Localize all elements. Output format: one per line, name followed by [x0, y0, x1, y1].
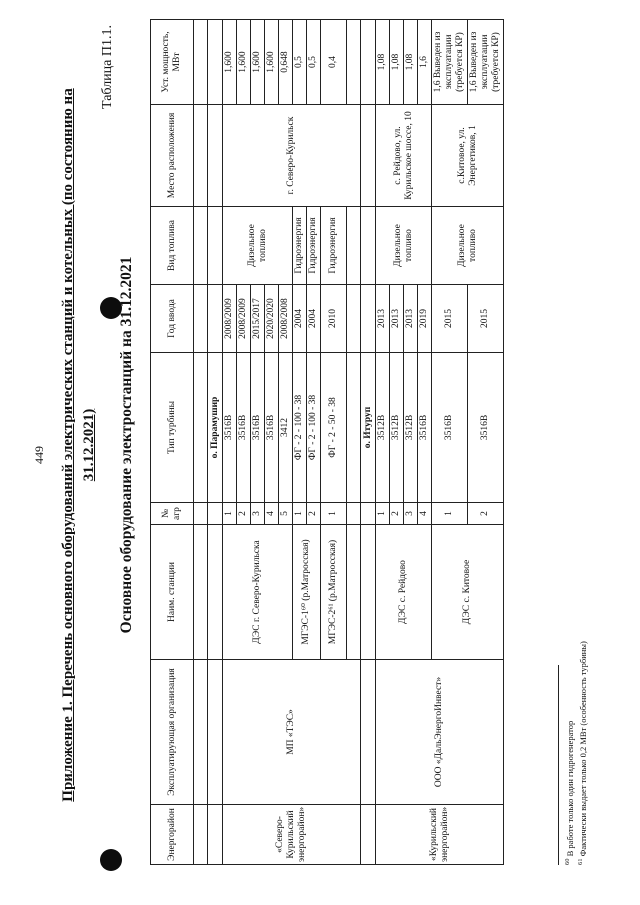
- turbine-type: 3516B: [432, 353, 468, 503]
- footnote-separator: [558, 665, 559, 865]
- commissioning-year: 2013: [376, 285, 390, 353]
- header-turbine: Тип турбины: [151, 353, 194, 503]
- section-title: Основное оборудование электростанций на 31.12.2021: [118, 256, 135, 634]
- capacity-value: 0,648: [279, 20, 293, 105]
- unit-no: 5: [279, 503, 293, 525]
- fuel-cell-hydro: Гидроэнергия: [321, 207, 347, 285]
- commissioning-year: 2008/2009: [223, 285, 237, 353]
- fuel-cell-diesel: Дизельное топливо: [376, 207, 432, 285]
- turbine-type: 3512B: [376, 353, 390, 503]
- header-operator: Эксплуатирующая организация: [151, 660, 194, 805]
- header-location: Место расположения: [151, 105, 194, 207]
- header-station: Наим. станции: [151, 525, 194, 660]
- table-row: [223, 20, 237, 865]
- capacity-value: 1,6 Выведен из эксплуатации (требуется КР): [432, 20, 468, 105]
- appendix-title-line-2: 31.12.2021): [81, 408, 97, 482]
- turbine-type: 3516B: [468, 353, 504, 503]
- turbine-type: 3512B: [390, 353, 404, 503]
- capacity-value: 0,5: [293, 20, 307, 105]
- capacity-value: 1,600: [223, 20, 237, 105]
- header-unit-no: № агр: [151, 503, 194, 525]
- station-cell-mges-2: МГЭС-2⁶¹ (р.Матросская): [321, 525, 347, 660]
- capacity-value: 1,600: [237, 20, 251, 105]
- unit-no: 2: [237, 503, 251, 525]
- fuel-cell-diesel: Дизельное топливо: [432, 207, 504, 285]
- header-year: Год ввода: [151, 285, 194, 353]
- turbine-type: 3516B: [265, 353, 279, 503]
- region-cell-kuril: «Курильский энергорайон»: [376, 805, 504, 865]
- commissioning-year: 2015: [468, 285, 504, 353]
- commissioning-year: 2015: [432, 285, 468, 353]
- commissioning-year: 2019: [418, 285, 432, 353]
- fuel-cell-diesel: Дизельное топливо: [223, 207, 293, 285]
- binder-hole-left: [100, 849, 122, 871]
- turbine-type: 3412: [279, 353, 293, 503]
- operator-cell-dalenergoinvest: ООО «ДальЭнергоИнвест»: [376, 660, 504, 805]
- commissioning-year: 2004: [293, 285, 307, 353]
- table-row: [376, 20, 390, 865]
- equipment-table: [150, 19, 504, 865]
- commissioning-year: 2015/2017: [251, 285, 265, 353]
- footnote-61-text: Фактически выдает только 0,2 МВт (особенность турбины): [577, 641, 588, 859]
- commissioning-year: 2013: [404, 285, 418, 353]
- commissioning-year: 2013: [390, 285, 404, 353]
- page-number: 449: [32, 446, 46, 464]
- header-region: Энергорайон: [151, 805, 194, 865]
- capacity-value: 1,08: [390, 20, 404, 105]
- location-cell-severo-kurilsk: г. Северо-Курильск: [223, 105, 361, 207]
- unit-no: 3: [251, 503, 265, 525]
- turbine-type: 3516B: [418, 353, 432, 503]
- footnote-60: [564, 721, 575, 865]
- table-reference: Таблица П1.1.: [100, 25, 115, 109]
- turbine-type: ФГ - 2 - 100 - 38: [307, 353, 321, 503]
- group-label-paramushir: о. Парамушир: [208, 353, 223, 503]
- operator-cell-mp-tes: МП «ТЭС»: [223, 660, 361, 805]
- commissioning-year: 2010: [321, 285, 347, 353]
- turbine-type: 3512B: [404, 353, 418, 503]
- header-fuel: Вид топлива: [151, 207, 194, 285]
- commissioning-year: 2004: [307, 285, 321, 353]
- unit-no: 1: [293, 503, 307, 525]
- appendix-title: [58, 45, 100, 845]
- capacity-value: 1,600: [265, 20, 279, 105]
- footnote-60-mark: 60: [564, 858, 571, 865]
- capacity-value: 1,6: [418, 20, 432, 105]
- unit-no: 1: [321, 503, 347, 525]
- fuel-cell-hydro: Гидроэнергия: [293, 207, 307, 285]
- unit-no: 1: [223, 503, 237, 525]
- commissioning-year: 2008/2009: [237, 285, 251, 353]
- unit-no: 4: [265, 503, 279, 525]
- capacity-value: 0,5: [307, 20, 321, 105]
- capacity-value: 1,600: [251, 20, 265, 105]
- fuel-cell-hydro: Гидроэнергия: [307, 207, 321, 285]
- capacity-value: 1,08: [404, 20, 418, 105]
- turbine-type: ФГ - 2 - 50 - 38: [321, 353, 347, 503]
- station-cell-mges-1: МГЭС-1⁶⁰ (р.Матросская): [293, 525, 321, 660]
- station-cell-des-severo-kurilsk: ДЭС г. Северо-Курильска: [223, 525, 293, 660]
- header-capacity: Уст. мощность, МВт: [151, 20, 194, 105]
- station-cell-des-reydovo: ДЭС с. Рейдово: [376, 525, 432, 660]
- capacity-value: 0,4: [321, 20, 347, 105]
- group-row-iturup: [361, 20, 376, 865]
- turbine-type: 3516B: [223, 353, 237, 503]
- unit-no: 2: [468, 503, 504, 525]
- region-cell-north-kuril: «Северо-Курильский энергорайон»: [223, 805, 361, 865]
- footnote-61: [577, 641, 588, 865]
- group-label-iturup: о. Итуруп: [361, 353, 376, 503]
- unit-no: 1: [376, 503, 390, 525]
- turbine-type: ФГ - 2 - 100 - 38: [293, 353, 307, 503]
- commissioning-year: 2008/2008: [279, 285, 293, 353]
- appendix-title-line-1: Приложение 1. Перечень основного оборудований электрических станций и котельных (по состоянию на: [60, 88, 76, 802]
- location-cell-kitovoe: с.Китовое, ул. Энергетиков, 1: [432, 105, 504, 207]
- footnote-61-mark: 61: [577, 858, 584, 865]
- turbine-type: 3516B: [251, 353, 265, 503]
- spacer-row: [194, 20, 208, 865]
- station-cell-des-kitovoe: ДЭС с. Китовое: [432, 525, 504, 660]
- capacity-value: 1,6 Выведен из эксплуатации (требуется КР): [468, 20, 504, 105]
- unit-no: 4: [418, 503, 432, 525]
- unit-no: 3: [404, 503, 418, 525]
- unit-no: 1: [432, 503, 468, 525]
- footnote-60-text: В работе только один гидрогенератор: [564, 720, 575, 859]
- turbine-type: 3516B: [237, 353, 251, 503]
- commissioning-year: 2020/2020: [265, 285, 279, 353]
- capacity-value: 1,08: [376, 20, 390, 105]
- unit-no: 2: [307, 503, 321, 525]
- location-cell-reydovo: с. Рейдово, ул. Курильское шоссе, 10: [376, 105, 432, 207]
- table-header-row: [151, 20, 194, 865]
- unit-no: 2: [390, 503, 404, 525]
- group-row-paramushir: [208, 20, 223, 865]
